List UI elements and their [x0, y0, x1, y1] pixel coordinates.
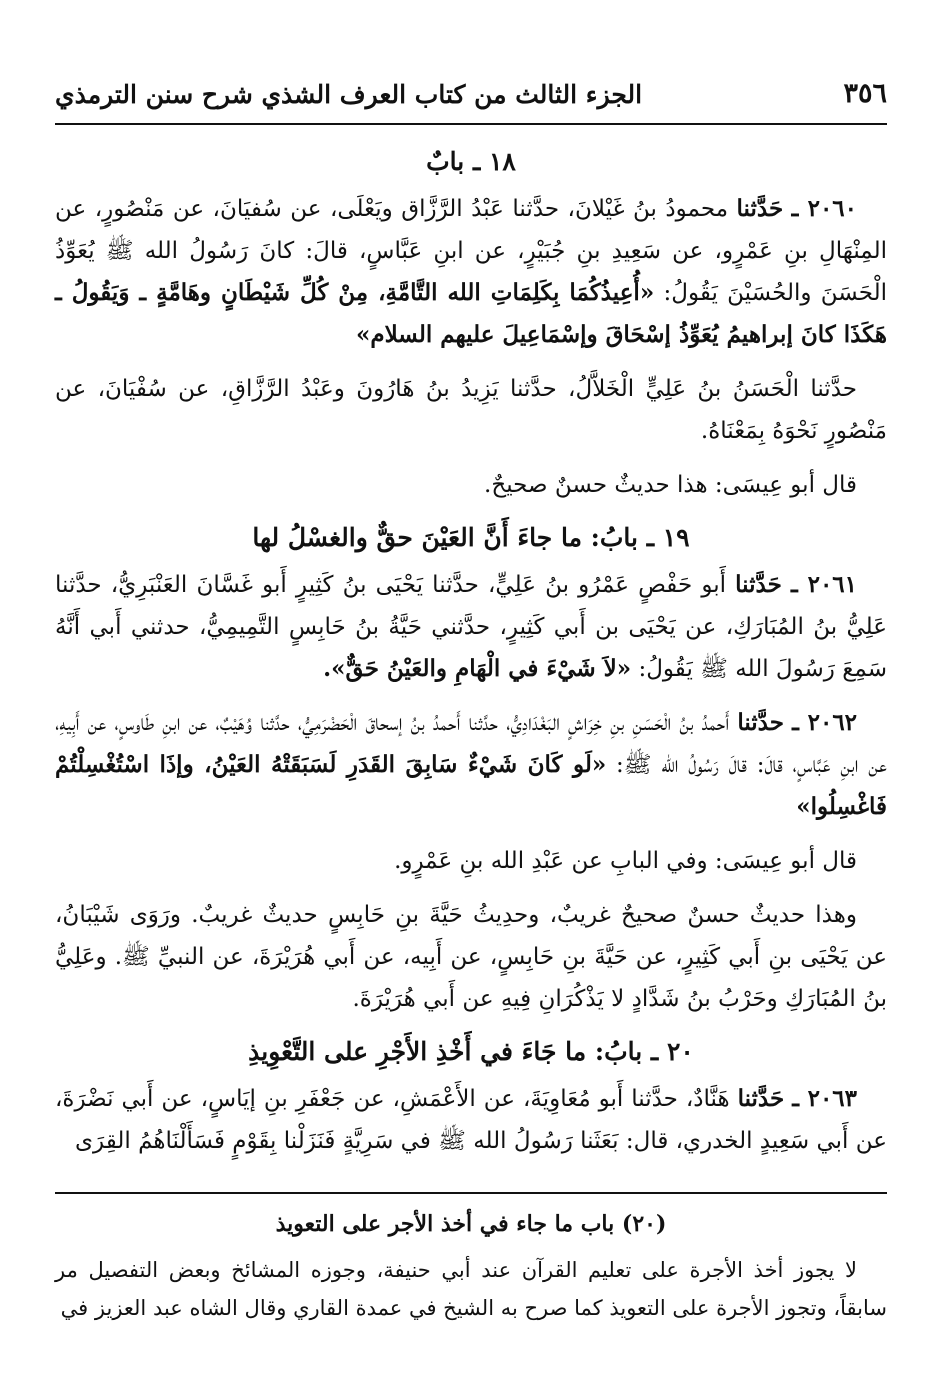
hadith-chain: أَحمدُ بنُ الْحَسَنِ بنِ خِرَاشٍ البَغْدَادِيُّ، حدَّثنا أَحمدُ بنُ إسحاقَ الْحَضْرَمِيُّ، حدَّثنا وُهَيْبٌ، عن ابنِ طَاوسٍ، عن أَبِيهِ، عن ابنِ عَبَّاسٍ، قالَ: قالَ رَسُولُ الله ﷺ:	[55, 710, 887, 778]
running-title: الجزء الثالث من كتاب العرف الشذي شرح سنن الترمذي	[55, 80, 643, 109]
narration-lead: حدَّثنا	[737, 709, 784, 736]
grading-note-2062: وهذا حديثٌ حسنٌ صحيحٌ غريبٌ، وحدِيثُ حَيَّةَ بنِ حَابِسٍ حديثٌ غريبٌ. ورَوَى شَيْبَانُ، عن يَحْيَى بنِ أَبي كَثِيرٍ، عن حَيَّةَ بنِ حَابِسٍ، عن أَبِيه، عن أَبي هُرَيْرَةَ، عن النبيِّ ﷺ. وعَلِيُّ بنُ المُبَارَكِ وحَرْبُ بنُ شَدَّادٍ لا يَذْكُرَانِ فِيهِ عن أَبي هُرَيْرَةَ.	[55, 902, 887, 1012]
hadith-number: ٢٠٦٢ ـ	[792, 709, 858, 736]
chain-2060-alt: حدَّثنا الْحَسَنُ بنُ عَلِيٍّ الْخَلاَّلُ، حدَّثنا يَزِيدُ بنُ هَارُونَ وعَبْدُ الرَّزَّاقِ، عن سُفْيَانَ، عن مَنْصُورٍ نَحْوَهُ بِمَعْنَاهُ.	[55, 376, 887, 444]
chapter-heading-18: ١٨ ـ بابٌ	[426, 147, 516, 176]
hadith-2063	[55, 1078, 887, 1162]
narration-lead: حَدَّثنا	[736, 195, 784, 222]
hadith-chain: هَنَّادٌ، حدَّثنا أَبو مُعَاوِيَةَ، عن الأَعْمَشِ، عن جَعْفَرِ بنِ إيَاسٍ، عن أَبي نَضْرَةَ، عن أَبي سَعِيدٍ الخدري، قال: بَعَثَنا رَسُولُ الله ﷺ في سَرِيَّةٍ فَنَزَلْنا بِقَوْمٍ فَسَأَلْنَاهُمُ القِرَى	[55, 1086, 887, 1154]
page-number: ٣٥٦	[843, 78, 887, 109]
abu-isa-comment-1: قال أبو عِيسَى: هذا حديثٌ حسنٌ صحيحٌ.	[484, 472, 857, 498]
commentary-footnote	[55, 1205, 887, 1327]
hadith-chain: محمودُ بنُ غَيْلانَ، حدَّثنا عَبْدُ الرَّزَّاق ويَعْلَى، عن سُفيَانَ، عن مَنْصُورٍ، عن المِنْهَالِ بنِ عَمْرٍو، عن سَعِيدِ بنِ جُبَيْرٍ، عن ابنِ عَبَّاسٍ، قالَ: كانَ رَسُولُ الله ﷺ يُعَوِّذُ الْحَسَنَ والحُسَيْنَ يَقُولُ:	[55, 196, 888, 306]
page-header	[55, 78, 887, 118]
hadith-matn: «أُعِيذُكُمَا بِكَلِمَاتِ الله التَّامَّةِ، مِنْ كُلِّ شَيْطَانٍ وهَامَّةٍ ـ وَيَقُولُ ـ هَكَذَا كانَ إبراهيمُ يُعَوِّذُ إسْحَاقَ وإسْمَاعِيلَ عليهم السلام»	[55, 279, 887, 348]
hadith-2060	[55, 188, 887, 356]
hadith-number: ٢٠٦١ ـ	[790, 571, 858, 598]
hadith-number: ٢٠٦٠ ـ	[791, 195, 858, 222]
abu-isa-comment-2: قال أبو عِيسَى: وفي البابِ عن عَبْدِ الله بنِ عَمْرٍو.	[394, 848, 857, 874]
narration-lead: حَدَّثنا	[735, 571, 782, 598]
chapter-heading-19: ١٩ ـ بابُ: ما جاءَ أَنَّ العَيْنَ حقٌّ والغسْلُ لها	[252, 523, 690, 552]
footnote-text: لا يجوز أخذ الأجرة على تعليم القرآن عند أبي حنيفة، وجوزه المشائخ وبعض التفصيل مر سابقاً، وتجوز الأجرة على التعويذ كما صرح به الشيخ في عمدة القاري وقال الشاه عبد العزيز في	[55, 1258, 887, 1320]
header-rule	[55, 123, 887, 125]
main-text	[55, 142, 887, 1174]
hadith-2061	[55, 564, 887, 690]
hadith-number: ٢٠٦٣ ـ	[792, 1085, 858, 1112]
hadith-2062	[55, 702, 887, 828]
footnote-heading: (٢٠) باب ما جاء في أخذ الأجر على التعويذ	[275, 1211, 667, 1237]
footnote-rule	[55, 1192, 887, 1194]
hadith-matn: «لَو كَانَ شَيْءٌ سَابِقَ القَدَرِ لَسَبَقَتْهُ العَيْنُ، وإذَا اسْتُغْسِلْتُمْ فَاغْسِلُوا»	[55, 751, 887, 820]
chapter-heading-20: ٢٠ ـ بابُ: ما جَاءَ في أَخْذِ الأَجْرِ على التَّعْوِيذِ	[248, 1037, 694, 1066]
narration-lead: حَدَّثنا	[737, 1085, 785, 1112]
hadith-matn: «لاَ شَيْءَ في الْهَامِ والعَيْنُ حَقٌّ».	[323, 655, 632, 682]
hadith-chain: أَبو حَفْصٍ عَمْرُو بنُ عَلِيٍّ، حدَّثنا يَحْيَى بنُ كَثِيرٍ أَبو غَسَّانَ العَنْبَرِيُّ، حدَّثنا عَلِيُّ بنُ المُبَارَكِ، عن يَحْيَى بن أَبي كَثِيرٍ، حدَّثني حَيَّةُ بنُ حَابِسٍ التَّمِيمِيُّ، حدثني أَبي أَنَّهُ سَمِعَ رَسُولَ الله ﷺ يَقُولُ:	[55, 572, 887, 682]
